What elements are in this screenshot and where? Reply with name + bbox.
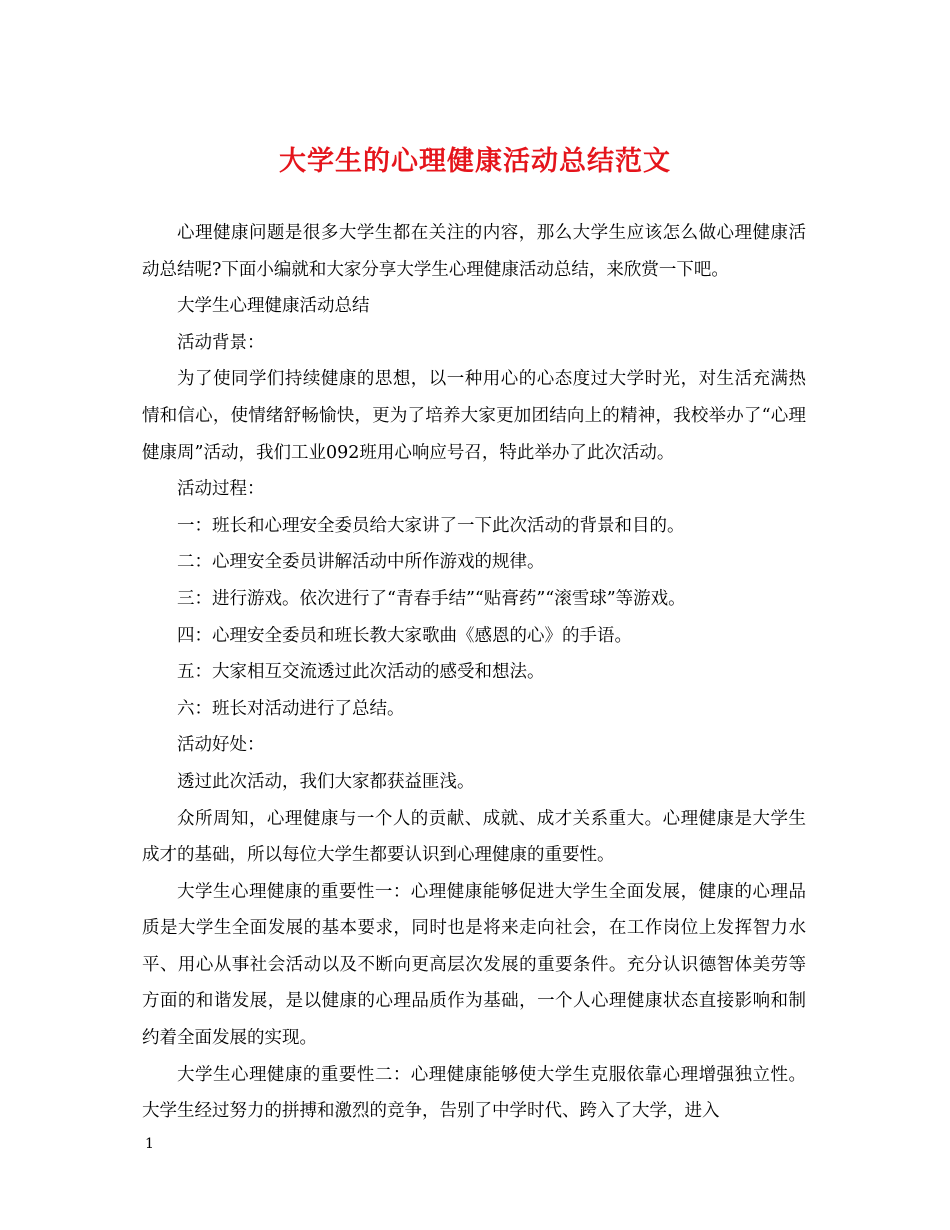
- paragraph-importance-1: 大学生心理健康的重要性一：心理健康能够促进大学生全面发展，健康的心理品质是大学生全面发展的基本要求，同时也是将来走向社会，在工作岗位上发挥智力水平、用心从事社会活动以及不断向更高层次发展的重要条件。充分认识德智体美劳等方面的和谐发展，是以健康的心理品质作为基础，一个人心理健康状态直接影响和制约着全面发展的实现。: [142, 881, 806, 1049]
- document-title: 大学生的心理健康活动总结范文: [279, 146, 671, 177]
- paragraph-heading-process: 活动过程：: [177, 479, 265, 500]
- paragraph-step-4: 四：心理安全委员和班长教大家歌曲《感恩的心》的手语。: [177, 625, 632, 646]
- paragraph-step-3: 三：进行游戏。依次进行了“青春手结”“贴膏药”“滚雪球”等游戏。: [177, 588, 686, 609]
- paragraph-importance-overview: 众所周知，心理健康与一个人的贡献、成就、成才关系重大。心理健康是大学生成才的基础，所以每位大学生都要认识到心理健康的重要性。: [142, 808, 806, 866]
- paragraph-step-6: 六：班长对活动进行了总结。: [177, 698, 405, 719]
- paragraph-background: 为了使同学们持续健康的思想，以一种用心的心态度过大学时光，对生活充满热情和信心，使情绪舒畅愉快，更为了培养大家更加团结向上的精神，我校举办了“心理健康周”活动，我们工业092班用心响应号召，特此举办了此次活动。: [142, 369, 806, 463]
- paragraph-intro: 心理健康问题是很多大学生都在关注的内容，那么大学生应该怎么做心理健康活动总结呢?下面小编就和大家分享大学生心理健康活动总结，来欣赏一下吧。: [142, 223, 806, 280]
- paragraph-heading-background: 活动背景：: [177, 332, 265, 353]
- document-body: [142, 215, 806, 1130]
- paragraph-step-5: 五：大家相互交流透过此次活动的感受和想法。: [177, 662, 545, 683]
- paragraph-step-2: 二：心理安全委员讲解活动中所作游戏的规律。: [177, 552, 545, 573]
- paragraph-step-1: 一：班长和心理安全委员给大家讲了一下此次活动的背景和目的。: [177, 515, 685, 536]
- paragraph-heading-summary: 大学生心理健康活动总结: [177, 296, 370, 317]
- paragraph-heading-benefits: 活动好处：: [177, 735, 265, 756]
- page-number: 1: [145, 1136, 154, 1152]
- paragraph-importance-2: 大学生心理健康的重要性二：心理健康能够使大学生克服依靠心理增强独立性。大学生经过努力的拼搏和激烈的竞争，告别了中学时代、跨入了大学，进入: [142, 1064, 806, 1122]
- paragraph-benefit-intro: 透过此次活动，我们大家都获益匪浅。: [177, 771, 475, 792]
